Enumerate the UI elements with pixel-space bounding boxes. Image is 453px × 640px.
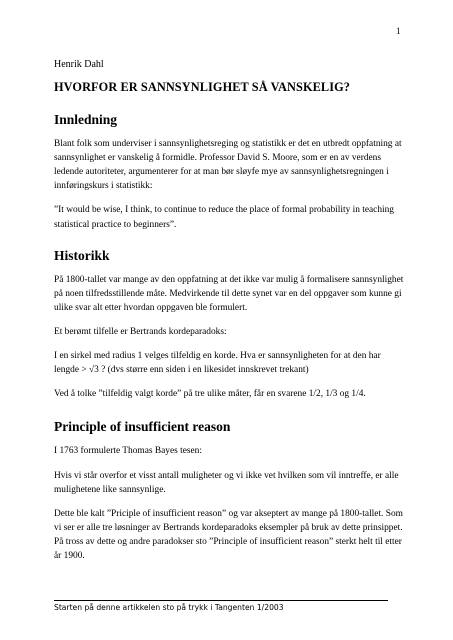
paragraph: I en sirkel med radius 1 velges tilfeldig en korde. Hva er sannsynligheten for at den har lengde > √3 ? (dvs større enn siden i en likesidet innskrevet trekant)	[54, 351, 381, 376]
section-principle	[54, 419, 404, 563]
article-title: HVORFOR ER SANNSYNLIGHET SÅ VANSKELIG?	[54, 80, 351, 94]
page-number: 1	[396, 26, 401, 36]
article-body	[54, 59, 404, 573]
paragraph: Blant folk som underviser i sannsynlighetsreging og statistikk er det en utbredt oppfatning at sannsynlighet er vanskelig å formidle. Professor David S. Moore, som er en av verdens ledende autoriteter, argumenterer for at man bør sløyfe mye av sannsynlighetsregningen i innføringskurs i statistikk:	[54, 139, 402, 192]
quote-paragraph: ”It would be wise, I think, to continue to reduce the place of formal probability in teaching statistical practice to beginners”.	[54, 205, 394, 230]
paragraph: Et berømt tilfelle er Bertrands kordeparadoks:	[54, 326, 227, 337]
section-heading: Innledning	[54, 112, 118, 127]
paragraph: På 1800-tallet var mange av den oppfatning at det ikke var mulig å formalisere sannsynlighet på noen tilfredsstillende måte. Medvirkende til dette synet var en del oppgaver som kunne gi ulike svar alt etter hvordan oppgaven ble formulert.	[54, 274, 404, 313]
paragraph: I 1763 formulerte Thomas Bayes tesen:	[54, 446, 202, 457]
paragraph: Dette ble kalt ”Priciple of insufficient reason” og var akseptert av mange på 1800-tallet. Som vi ser er alle tre løsninger av Bertrands kordeparadoks eksempler på bruk av dette prinsippet. På tross av dette og andre paradokser sto ”Principle of insufficient reason” sterkt helt til etter år 1900.	[54, 508, 403, 562]
footer-note: Starten på denne artikkelen sto på trykk i Tangenten 1/2003	[54, 603, 284, 612]
section-historikk	[54, 248, 404, 402]
section-heading: Historikk	[54, 247, 110, 263]
paragraph: Ved å tolke ”tilfeldig valgt korde” på tre ulike måter, får en svarene 1/2, 1/3 og 1/4.	[54, 389, 366, 400]
section-innledning	[54, 112, 404, 232]
footer-divider	[54, 600, 388, 601]
section-heading: Principle of insufficient reason	[54, 419, 231, 435]
paragraph: Hvis vi står overfor et visst antall muligheter og vi ikke vet hvilken som vil inntreffe, er alle mulighetene like sannsynlige.	[54, 470, 399, 495]
author-name: Henrik Dahl	[54, 59, 104, 70]
